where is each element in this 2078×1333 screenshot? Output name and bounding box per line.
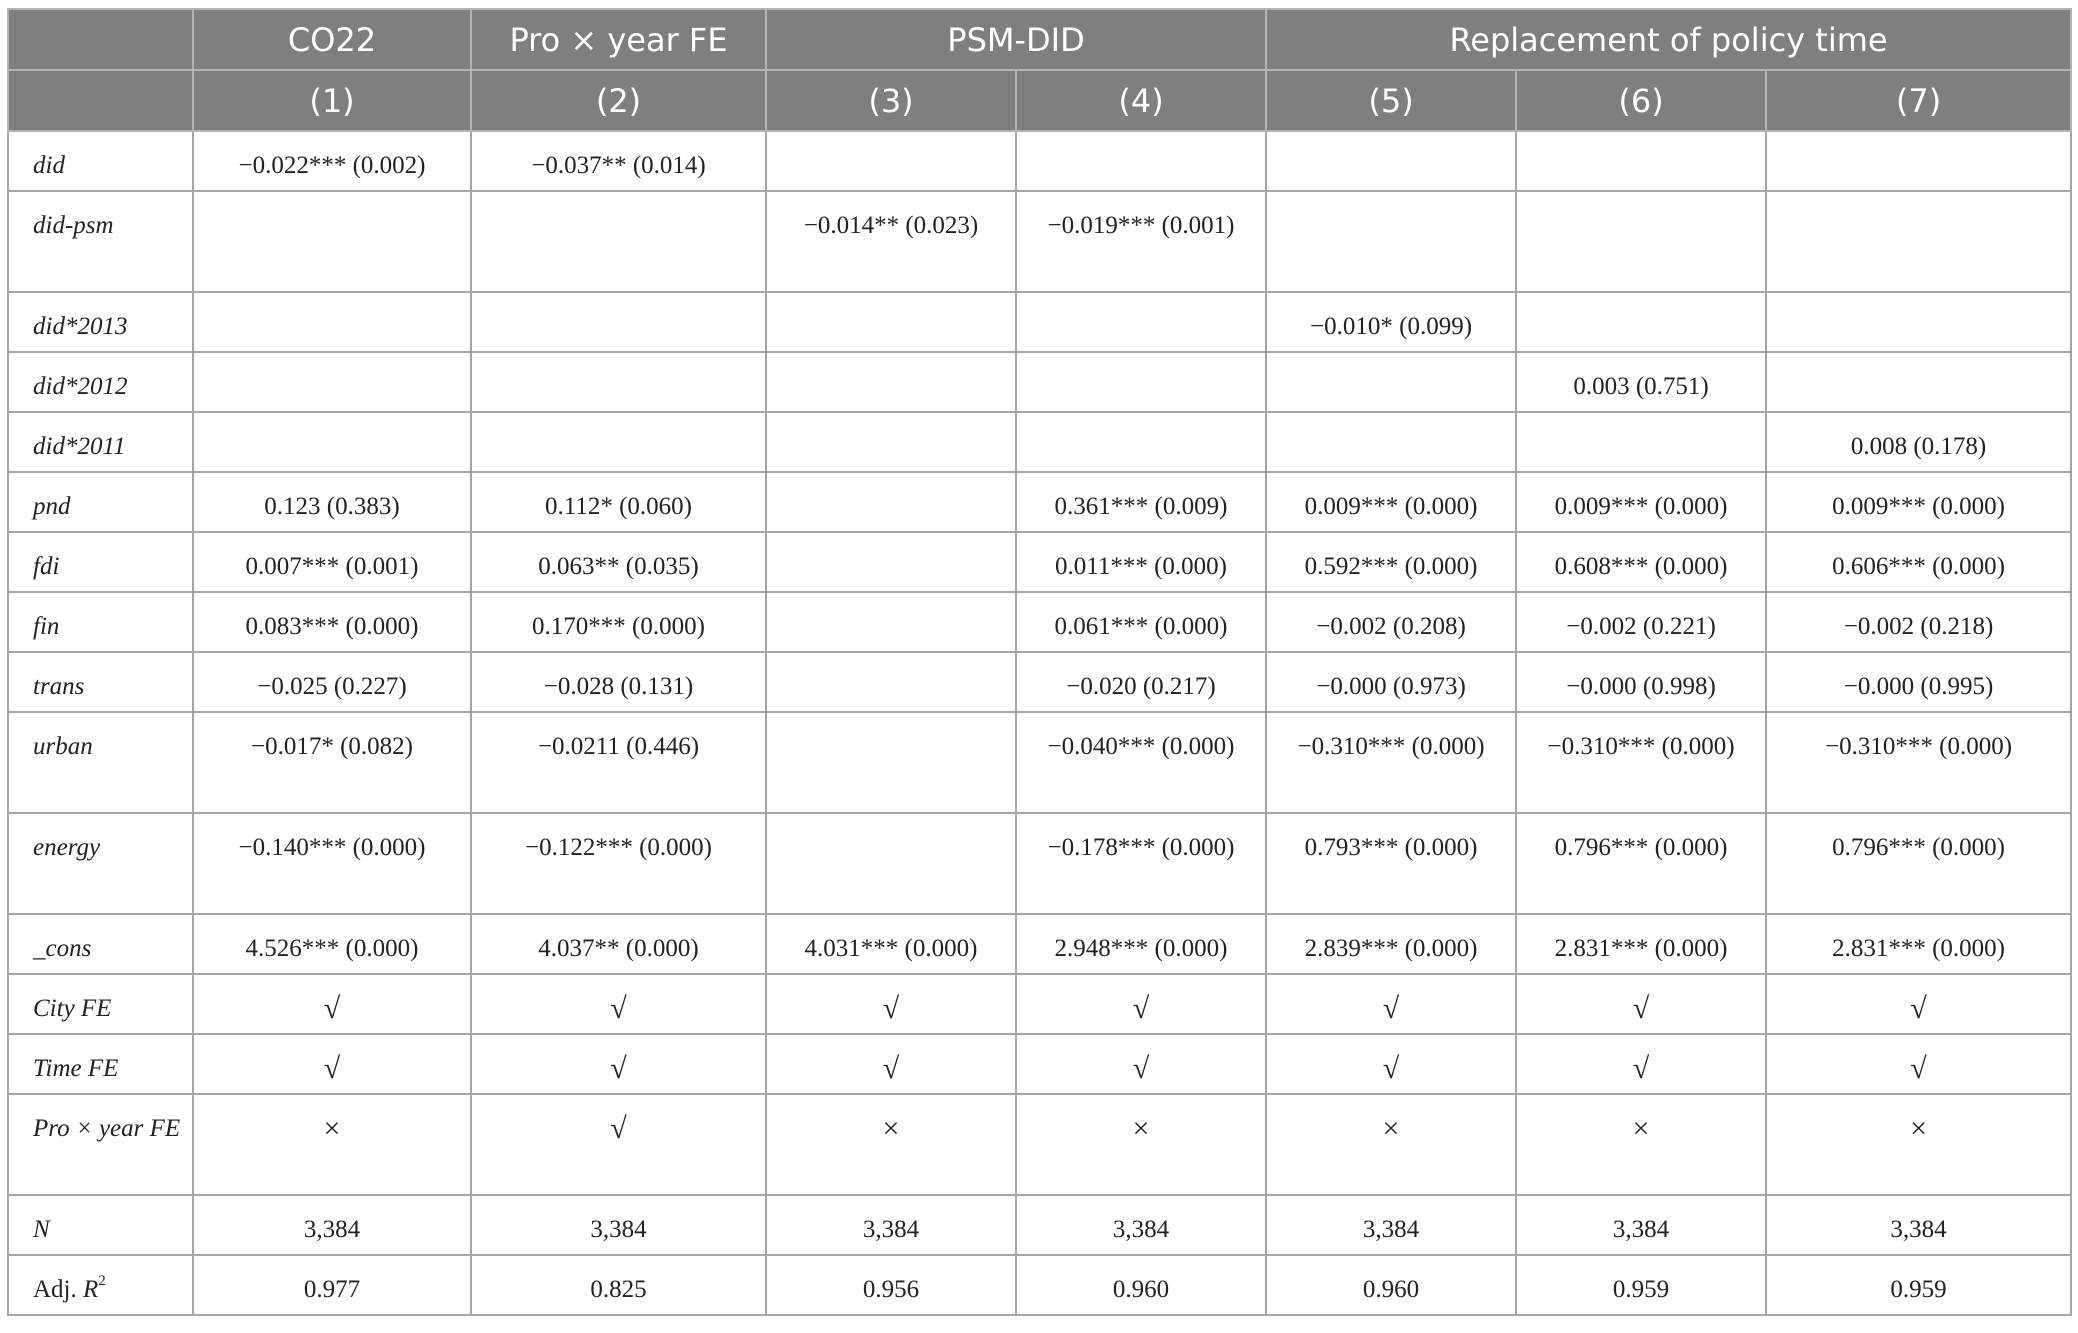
table-cell: 0.796*** (0.000) [1766,813,2071,914]
table-cell: √ [1516,1034,1766,1094]
row-label: did-psm [8,191,193,292]
table-cell: × [1516,1094,1766,1195]
adj-r2-sup: 2 [98,1272,106,1289]
regression-results-table [7,8,2072,1316]
table-row [8,472,2071,532]
table-cell: √ [1266,1034,1516,1094]
table-cell: 3,384 [1016,1195,1266,1255]
table-cell: −0.028 (0.131) [471,652,766,712]
row-label: _cons [8,914,193,974]
table-cell: √ [1766,1034,2071,1094]
table-cell: 0.008 (0.178) [1766,412,2071,472]
table-cell: 3,384 [1766,1195,2071,1255]
row-label: pnd [8,472,193,532]
header-group-psm-did: PSM-DID [766,9,1266,70]
row-label: did*2012 [8,352,193,412]
column-number: (3) [766,70,1016,131]
table-cell: 0.592*** (0.000) [1266,532,1516,592]
table-row-adj-r2 [8,1255,2071,1315]
table-cell: −0.310*** (0.000) [1766,712,2071,813]
table-cell: −0.002 (0.218) [1766,592,2071,652]
table-cell: −0.000 (0.998) [1516,652,1766,712]
table-cell: 0.083*** (0.000) [193,592,471,652]
column-number-row [8,70,2071,131]
row-label: energy [8,813,193,914]
table-cell: × [193,1094,471,1195]
table-row [8,131,2071,191]
table-cell: 0.956 [766,1255,1016,1315]
header-group-corner [8,9,193,70]
table-cell [193,292,471,352]
table-cell [1516,191,1766,292]
table-cell: 3,384 [193,1195,471,1255]
table-cell [471,352,766,412]
table-row [8,592,2071,652]
table-cell [1766,292,2071,352]
table-row [8,813,2071,914]
table-row [8,191,2071,292]
column-number: (2) [471,70,766,131]
table-row [8,1034,2071,1094]
table-cell: −0.020 (0.217) [1016,652,1266,712]
table-cell [1016,131,1266,191]
table-cell: √ [766,1034,1016,1094]
table-cell: × [766,1094,1016,1195]
table-cell [1766,131,2071,191]
table-cell: √ [1016,1034,1266,1094]
table-cell: 0.009*** (0.000) [1766,472,2071,532]
table-row [8,532,2071,592]
table-cell: 2.831*** (0.000) [1766,914,2071,974]
row-label: Pro × year FE [8,1094,193,1195]
row-label: did [8,131,193,191]
table-cell: 4.031*** (0.000) [766,914,1016,974]
table-cell [1766,191,2071,292]
table-cell: 0.007*** (0.001) [193,532,471,592]
table-cell: −0.000 (0.973) [1266,652,1516,712]
column-number: (6) [1516,70,1766,131]
table-cell [1266,412,1516,472]
table-cell [1016,292,1266,352]
table-row [8,412,2071,472]
table-cell [766,813,1016,914]
table-cell: 0.960 [1266,1255,1516,1315]
header-group-pro-year-fe: Pro × year FE [471,9,766,70]
table-cell: 3,384 [471,1195,766,1255]
table-cell [766,352,1016,412]
table-cell: 4.037** (0.000) [471,914,766,974]
table-cell: 0.959 [1766,1255,2071,1315]
header-group-row [8,9,2071,70]
table-cell: −0.002 (0.221) [1516,592,1766,652]
table-cell: × [1766,1094,2071,1195]
table-cell [766,712,1016,813]
table-cell: 0.977 [193,1255,471,1315]
table-cell: √ [193,1034,471,1094]
table-cell: 0.011*** (0.000) [1016,532,1266,592]
table-cell [766,131,1016,191]
row-label: Time FE [8,1034,193,1094]
table-cell: −0.310*** (0.000) [1516,712,1766,813]
table-cell [193,412,471,472]
table-cell: × [1016,1094,1266,1195]
table-cell: −0.017* (0.082) [193,712,471,813]
row-label: N [8,1195,193,1255]
table-cell: −0.178*** (0.000) [1016,813,1266,914]
table-cell: 0.825 [471,1255,766,1315]
table-cell [1766,352,2071,412]
column-number: (5) [1266,70,1516,131]
column-number: (7) [1766,70,2071,131]
table-cell: −0.122*** (0.000) [471,813,766,914]
table-cell [1266,352,1516,412]
table-cell: 0.170*** (0.000) [471,592,766,652]
row-label: did*2011 [8,412,193,472]
table-cell: −0.014** (0.023) [766,191,1016,292]
table-cell [1516,412,1766,472]
table-cell: √ [766,974,1016,1034]
table-cell [193,352,471,412]
table-cell: √ [1516,974,1766,1034]
table-cell: 3,384 [1516,1195,1766,1255]
table-cell [193,191,471,292]
table-cell [766,592,1016,652]
table-cell: √ [1016,974,1266,1034]
table-cell: × [1266,1094,1516,1195]
table-cell: √ [1266,974,1516,1034]
column-number: (1) [193,70,471,131]
table-cell [766,532,1016,592]
table-cell: 4.526*** (0.000) [193,914,471,974]
table-cell: −0.037** (0.014) [471,131,766,191]
table-row [8,652,2071,712]
table-cell: −0.310*** (0.000) [1266,712,1516,813]
row-label: fin [8,592,193,652]
table-cell [766,412,1016,472]
table-cell: −0.019*** (0.001) [1016,191,1266,292]
table-cell: 0.959 [1516,1255,1766,1315]
table-cell [1266,191,1516,292]
row-label: City FE [8,974,193,1034]
table-cell [471,292,766,352]
table-cell: −0.025 (0.227) [193,652,471,712]
table-cell: −0.040*** (0.000) [1016,712,1266,813]
table-cell: −0.010* (0.099) [1266,292,1516,352]
table-row [8,974,2071,1034]
table-cell: 0.608*** (0.000) [1516,532,1766,592]
table-body [8,131,2071,1315]
table-cell: 0.793*** (0.000) [1266,813,1516,914]
table-cell: 2.839*** (0.000) [1266,914,1516,974]
table-cell [1266,131,1516,191]
table-cell: √ [1766,974,2071,1034]
table-cell: √ [471,1094,766,1195]
row-label: urban [8,712,193,813]
table-cell [471,191,766,292]
table-cell [766,292,1016,352]
table-row [8,712,2071,813]
table-cell [1516,292,1766,352]
adj-r2-r: R [83,1276,99,1303]
table-row [8,1094,2071,1195]
table-cell [471,412,766,472]
row-label-adj-r2 [8,1255,193,1315]
table-cell: −0.140*** (0.000) [193,813,471,914]
table-cell: 0.112* (0.060) [471,472,766,532]
row-label: did*2013 [8,292,193,352]
row-label: trans [8,652,193,712]
table-cell [1516,131,1766,191]
table-cell [1016,412,1266,472]
table-cell: −0.0211 (0.446) [471,712,766,813]
table-row [8,914,2071,974]
table-cell: 0.606*** (0.000) [1766,532,2071,592]
table-cell: 2.831*** (0.000) [1516,914,1766,974]
table-cell: 0.003 (0.751) [1516,352,1766,412]
table-cell: −0.022*** (0.002) [193,131,471,191]
table-cell: √ [471,1034,766,1094]
table-cell [1016,352,1266,412]
table-cell: √ [471,974,766,1034]
table-cell: 0.061*** (0.000) [1016,592,1266,652]
table-cell: −0.000 (0.995) [1766,652,2071,712]
table-cell: 0.063** (0.035) [471,532,766,592]
table-cell: √ [193,974,471,1034]
table-cell: 0.123 (0.383) [193,472,471,532]
column-number-corner [8,70,193,131]
table-row [8,352,2071,412]
adj-r2-prefix: Adj. [33,1276,83,1303]
table-cell: −0.002 (0.208) [1266,592,1516,652]
table-cell: 2.948*** (0.000) [1016,914,1266,974]
header-group-replacement-policy-time: Replacement of policy time [1266,9,2071,70]
table-row [8,292,2071,352]
column-number: (4) [1016,70,1266,131]
table-cell: 0.009*** (0.000) [1266,472,1516,532]
table-cell [766,652,1016,712]
table-cell: 0.009*** (0.000) [1516,472,1766,532]
header-group-co22: CO22 [193,9,471,70]
table-cell: 0.796*** (0.000) [1516,813,1766,914]
table-cell: 0.960 [1016,1255,1266,1315]
row-label: fdi [8,532,193,592]
table-cell: 0.361*** (0.009) [1016,472,1266,532]
table-row [8,1195,2071,1255]
table-cell: 3,384 [1266,1195,1516,1255]
table-cell: 3,384 [766,1195,1016,1255]
table-cell [766,472,1016,532]
